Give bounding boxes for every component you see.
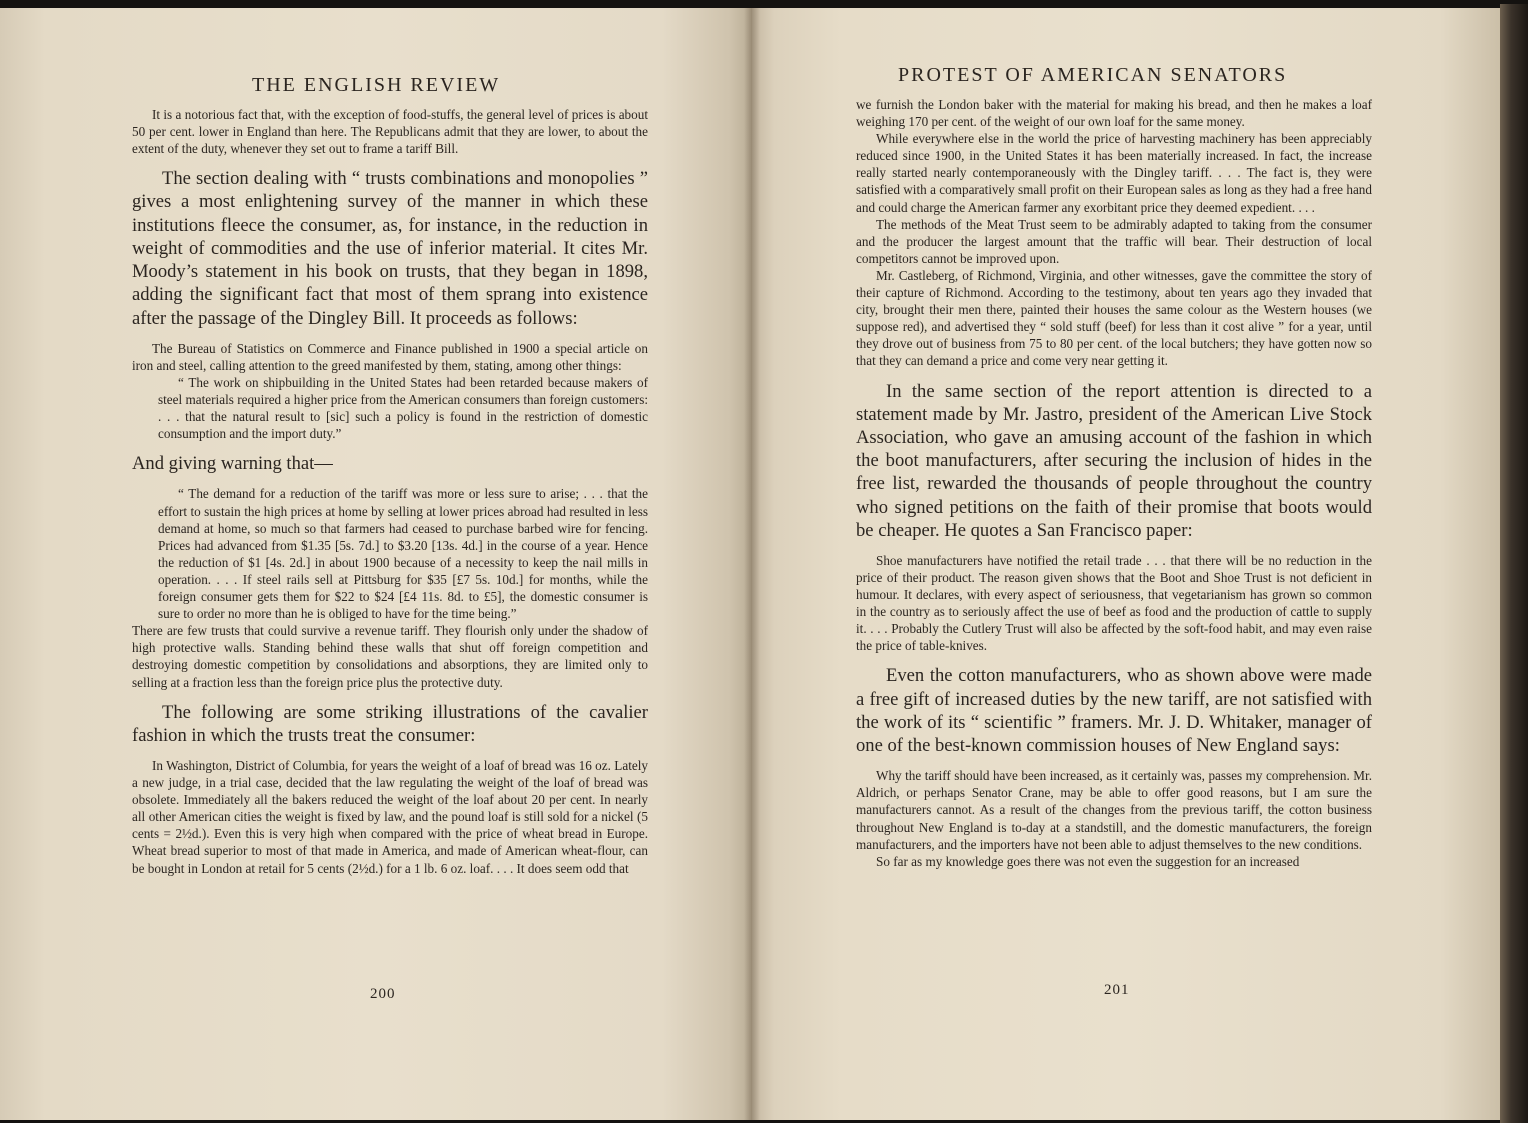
text-column: [132, 106, 648, 877]
page-number: 201: [1104, 982, 1130, 998]
paragraph: The Bureau of Statistics on Commerce and Finance published in 1900 a special article on iron and steel, calling attention to the greed manifested by them, stating, among other things:: [132, 340, 648, 373]
left-page: [0, 8, 752, 1120]
paragraph: In the same section of the report attention is directed to a statement made by Mr. Jastro, president of the American Live Stock Association, who gave an amusing account of the fashion in which the boot manufacturers, after securing the inclusion of hides in the free list, rewarded the thousands of people throughout the country who signed petitions on the faith of their promise that boots would be cheaper. He quotes a San Francisco paper:: [856, 380, 1372, 541]
paragraph: we furnish the London baker with the material for making his bread, and then he makes a loaf weighing 170 per cent. of the weight of our own loaf for the same money.: [856, 97, 1372, 130]
text-column: [856, 96, 1372, 870]
paragraph: Mr. Castleberg, of Richmond, Virginia, and other witnesses, gave the committee the story of their capture of Richmond. According to the testimony, about ten years ago they invaded that city, brought their men there, painted their houses the same colour as the Western houses (we suppose red), and advertised they “ sold stuff (beef) for less than it cost alive ” for a year, until they drove out of business from 75 to 80 per cent. of the local butchers; they have gotten now so that they can demand a price and come very near getting it.: [856, 267, 1372, 369]
paragraph: And giving warning that—: [132, 453, 333, 475]
paragraph: The methods of the Meat Trust seem to be admirably adapted to taking from the consumer and the producer the largest amount that the traffic will bear. Their destruction of local competitors cannot be improved upon.: [856, 216, 1372, 266]
paragraph: Why the tariff should have been increased, as it certainly was, passes my comprehension. Mr. Aldrich, or perhaps Senator Crane, may be able to offer good reasons, but I am sure the manufacturers cannot. As a result of the changes from the previous tariff, the cotton business throughout New England is to-day at a standstill, and the domestic manufacturers, the foreign manufacturers, and the importers have not been able to adjust themselves to the new conditions.: [856, 768, 1372, 852]
book-gutter: [744, 8, 760, 1120]
paragraph: While everywhere else in the world the price of harvesting machinery has been appreciably reduced since 1900, in the United States it has been materially increased. In fact, the increase really started nearly contemporaneously with the Dingley tariff. . . . The fact is, they were satisfied with a comparatively small profit on their European sales as long as they had a free hand and could charge the American farmer any exorbitant price they deemed expedient. . . .: [856, 131, 1372, 215]
block-quote: “ The demand for a reduction of the tariff was more or less sure to arise; . . . that the effort to sustain the high prices at home by selling at lower prices abroad had resulted in less demand at home, so much so that farmers had ceased to purchase barbed wire for fencing. Prices had advanced from $1.35 [5s. 7d.] to $3.20 [13s. 4d.] in the course of a year. Hence the reduction of $1 [4s. 2d.] in about 1900 because of a necessity to keep the nail mills in operation. . . . If steel rails sell at Pittsburg for $35 [£7 5s. 10d.] for months, while the foreign consumer gets them for $22 to $24 [£4 11s. 8d. to £5], the domestic consumer is sure to order no more than he is obliged to have for the time being.”: [158, 486, 648, 622]
paragraph: There are few trusts that could survive a revenue tariff. They flourish only under the shadow of high protective walls. Standing behind these walls that shut off foreign competition and destroying domestic competition by consolidations and absorptions, they are limited only to selling at a fraction less than the foreign price plus the protective duty.: [132, 623, 648, 690]
page-number: 200: [370, 986, 396, 1002]
paragraph: In Washington, District of Columbia, for years the weight of a loaf of bread was 16 oz. Lately a new judge, in a trial case, decided that the law regulating the weight of the loaf of bread was obsolete. Immediately all the bakers reduced the weight of the loaf about 20 per cent. In nearly all other American cities the weight is fixed by law, and the pound loaf is still sold for a nickel (5 cents = 2½d.). Even this is very high when compared with the price of wheat bread in Europe. Wheat bread superior to most of that made in America, and made of American wheat-flour, can be bought in London at retail for 5 cents (2½d.) for a 1 lb. 6 oz. loaf. . . . It does seem odd that: [132, 758, 648, 876]
book-edge: [1500, 4, 1528, 1123]
running-head: THE ENGLISH REVIEW: [252, 74, 501, 96]
paragraph: Shoe manufacturers have notified the retail trade . . . that there will be no reduction in the price of their product. The reason given shows that the Boot and Shoe Trust is not deficient in humour. It declares, with every aspect of seriousness, that vegetarianism has grown so common in the country as to seriously affect the use of beef as food and the production of cattle to supply it. . . . Probably the Cutlery Trust will also be affected by the soft-food habit, and may even raise the price of table-knives.: [856, 552, 1372, 654]
paragraph: Even the cotton manufacturers, who as shown above were made a free gift of increased duties by the new tariff, are not satisfied with the work of its “ scientific ” framers. Mr. J. D. Whitaker, manager of one of the best-known commission houses of New England says:: [856, 665, 1372, 757]
running-head: PROTEST OF AMERICAN SENATORS: [898, 64, 1288, 86]
paragraph: It is a notorious fact that, with the exception of food-stuffs, the general level of prices is about 50 per cent. lower in England than here. The Republicans admit that they are lower, to about the extent of the duty, whenever they set out to frame a tariff Bill.: [132, 107, 648, 157]
block-quote: “ The work on shipbuilding in the United States had been retarded because makers of steel materials required a higher price from the American consumers than foreign customers: . . . that the natural result to [sic] such a policy is found in the restriction of domestic consumption and the import duty.”: [158, 374, 648, 442]
paragraph: So far as my knowledge goes there was not even the suggestion for an increased: [876, 853, 1300, 869]
paragraph: The following are some striking illustrations of the cavalier fashion in which the trusts treat the consumer:: [132, 701, 648, 746]
paragraph: The section dealing with “ trusts combinations and monopolies ” gives a most enlightening survey of the manner in which these institutions fleece the consumer, as, for instance, in the reduction in weight of commodities and the use of inferior material. It cites Mr. Moody’s statement in his book on trusts, that they began in 1898, adding the significant fact that most of them sprang into existence after the passage of the Dingley Bill. It proceeds as follows:: [132, 168, 648, 329]
right-page: [752, 8, 1500, 1120]
